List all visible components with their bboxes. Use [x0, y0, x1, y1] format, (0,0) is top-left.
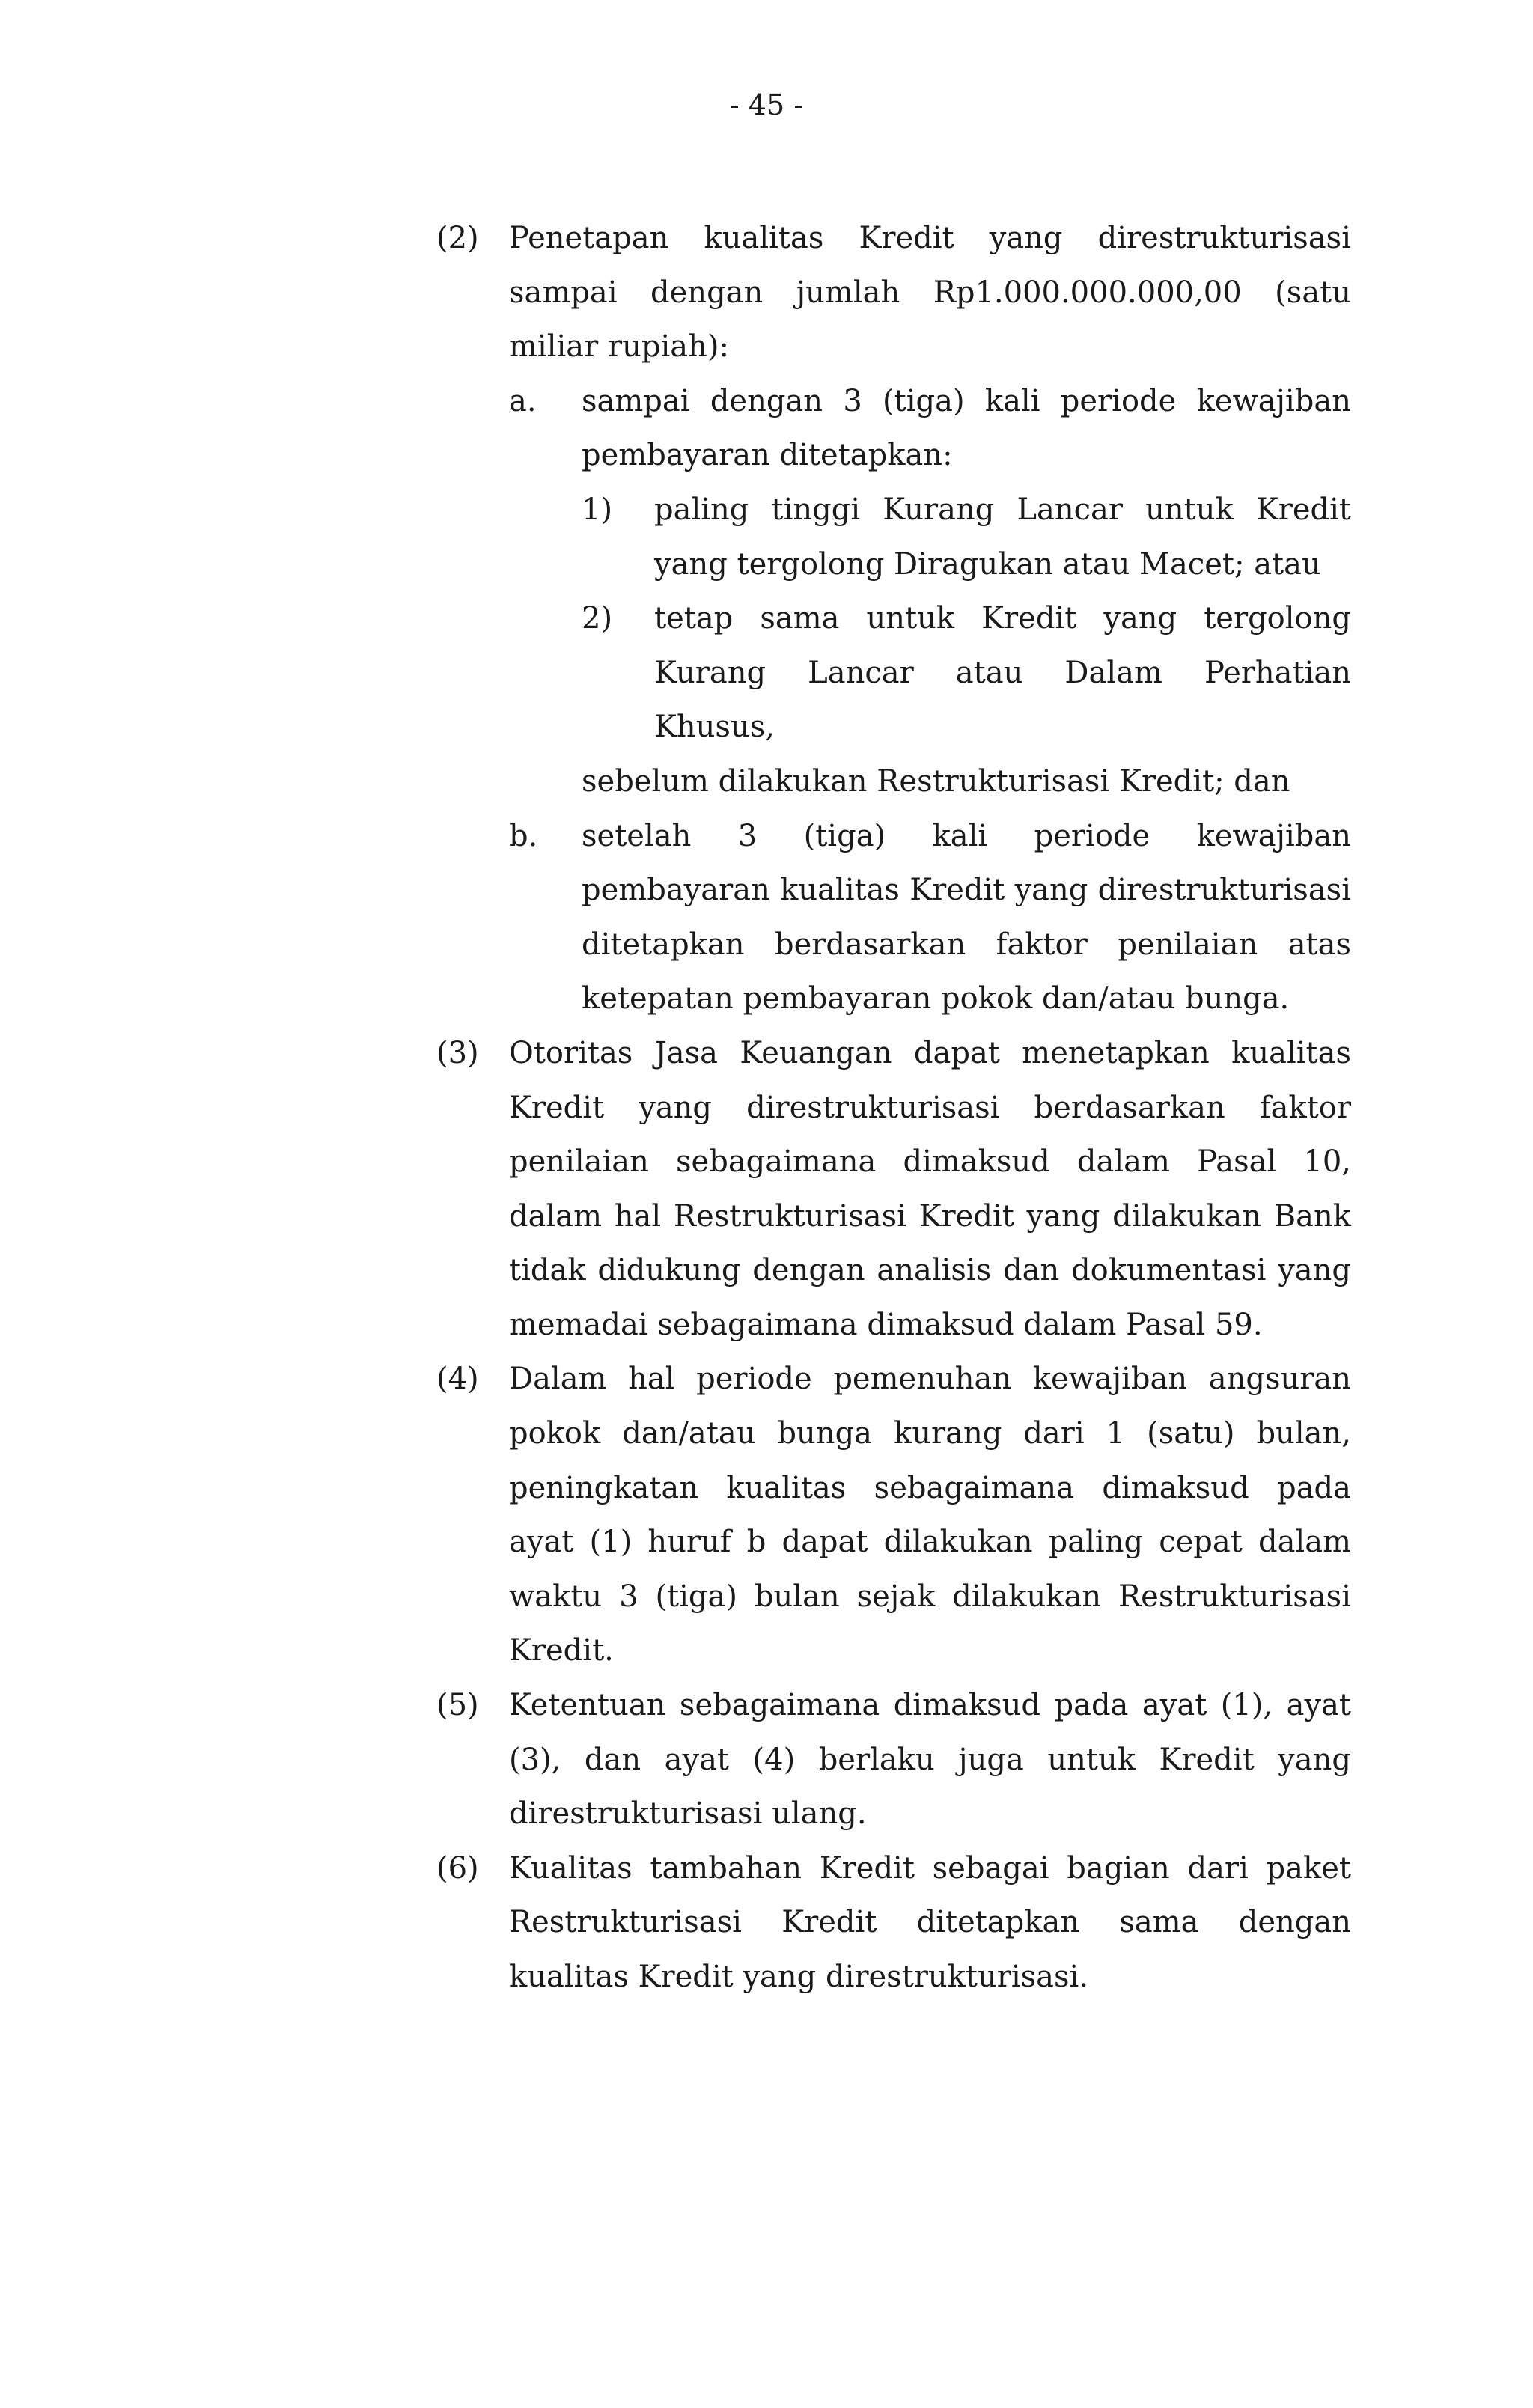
paragraph-text: Dalam hal periode pemenuhan kewajiban angsuran pokok dan/atau bunga kurang dari 1 (satu) bulan, peningkatan kualitas sebagaimana dimaksud pada ayat (1) huruf b dapat dilakukan paling cepat dalam waktu 3 (tiga) bulan sejak dilakukan Restrukturisasi Kredit.	[509, 1362, 1351, 1668]
paragraph-text: Otoritas Jasa Keuangan dapat menetapkan kualitas Kredit yang direstrukturisasi berdasarkan faktor penilaian sebagaimana dimaksud dalam Pasal 10, dalam hal Restrukturisasi Kredit yang dilakukan Bank tidak didukung dengan analisis dan dokumentasi yang memadai sebagaimana dimaksud dalam Pasal 59.	[509, 1035, 1351, 1342]
subitem-text: tetap sama untuk Kredit yang tergolong Kurang Lancar atau Dalam Perhatian Khusus,	[654, 601, 1351, 745]
subitem-closing-text: sebelum dilakukan Restrukturisasi Kredit; dan	[582, 763, 1290, 799]
subitem-text: setelah 3 (tiga) kali periode kewajiban pembayaran kualitas Kredit yang direstrukturisasi ditetapkan berdasarkan faktor penilaian atas ketepatan pembayaran pokok dan/atau bunga.	[582, 818, 1351, 1016]
paragraph-3	[436, 1026, 1351, 1353]
paragraph-label: (6)	[436, 1850, 479, 1886]
paragraph-6	[436, 1841, 1351, 2005]
subitem-text: sampai dengan 3 (tiga) kali periode kewajiban pembayaran ditetapkan:	[582, 383, 1351, 473]
subitem-label: 2)	[582, 601, 613, 636]
paragraph-4	[436, 1352, 1351, 1678]
subitem-text: paling tinggi Kurang Lancar untuk Kredit yang tergolong Diragukan atau Macet; atau	[654, 492, 1351, 582]
paragraph-5	[436, 1678, 1351, 1841]
paragraph-text: Kualitas tambahan Kredit sebagai bagian dari paket Restrukturisasi Kredit ditetapkan sama dengan kualitas Kredit yang direstrukturisasi.	[509, 1850, 1351, 1994]
paragraph-2	[436, 211, 1351, 1026]
page-number: - 45 -	[729, 88, 804, 121]
subitem-a-2	[582, 591, 1351, 755]
article-body	[436, 211, 1351, 2005]
paragraph-text: Ketentuan sebagaimana dimaksud pada ayat (1), ayat (3), dan ayat (4) berlaku juga untuk Kredit yang direstrukturisasi ulang.	[509, 1688, 1351, 1832]
subitem-label: b.	[509, 818, 538, 853]
subitem-a-1	[582, 483, 1351, 591]
subitem-label: a.	[509, 383, 537, 418]
paragraph-label: (3)	[436, 1035, 479, 1070]
paragraph-label: (5)	[436, 1688, 479, 1723]
subitem-b	[509, 809, 1351, 1026]
paragraph-label: (2)	[436, 221, 479, 255]
paragraph-text: Penetapan kualitas Kredit yang direstrukturisasi sampai dengan jumlah Rp1.000.000.000,00 (satu miliar rupiah):	[509, 221, 1351, 365]
subitem-a	[509, 374, 1351, 809]
subitem-label: 1)	[582, 492, 613, 527]
paragraph-label: (4)	[436, 1362, 479, 1397]
